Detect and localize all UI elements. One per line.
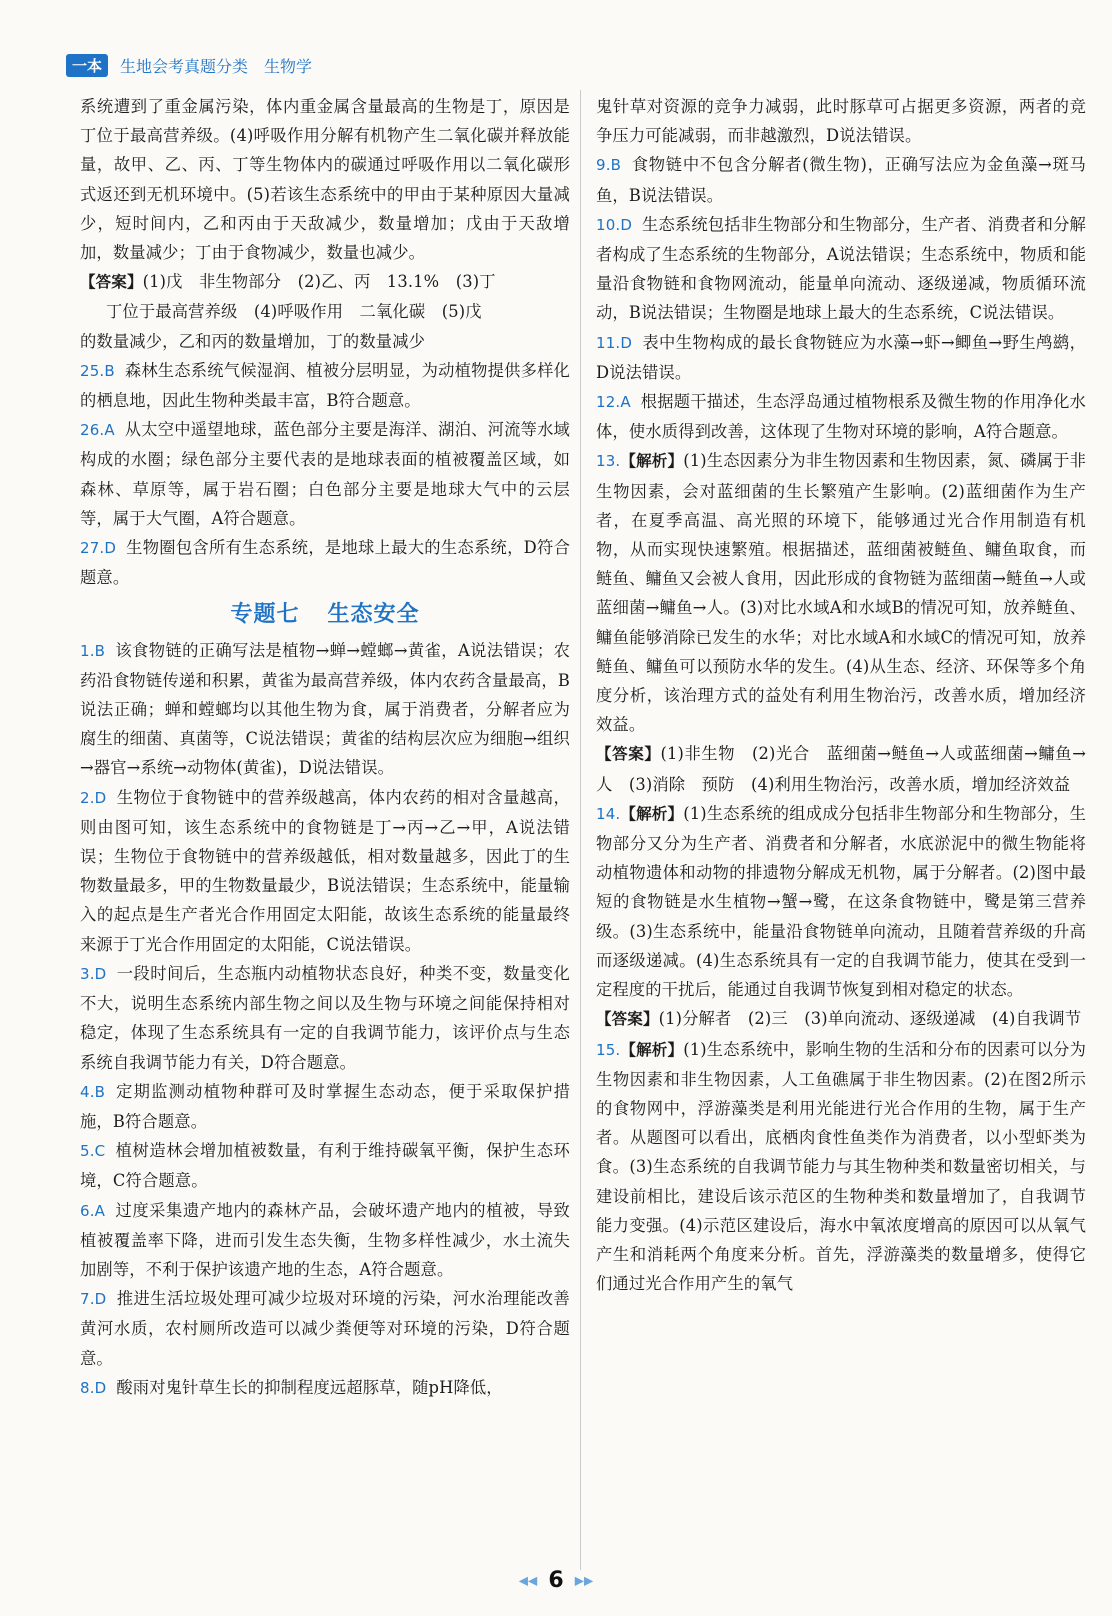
question-8-continued: 鬼针草对资源的竞争力减弱，此时豚草可占据更多资源，两者的竞争压力可能减弱，而非越激烈，D说法错误。 bbox=[596, 97, 1086, 146]
continued-explanation: 系统遭到了重金属污染，体内重金属含量最高的生物是丁，原因是丁位于最高营养级。(4)呼吸作用分解有机物产生二氧化碳并释放能量，故甲、乙、丙、丁等生物体内的碳通过呼吸作用以二氧化碳形式返还到无机环境中。(5)若该生态系统中的甲由于某种原因大量减少，短时间内，乙和丙由于天敌减少，数量增加；戊由于天敌增加，数量减少；丁由于食物减少，数量也减少。 bbox=[80, 97, 570, 263]
question-6: 6.A 过度采集遗产地内的森林产品，会破坏遗产地内的植被，导致植被覆盖率下降，进而引发生态失衡，生物多样性减少，水土流失加剧等，不利于保护该遗产地的生态，A符合题意。 bbox=[80, 1200, 570, 1279]
answer-block: 【答案】(1)戊 非生物部分 (2)乙、丙 13.1% (3)丁 bbox=[80, 272, 496, 292]
answer-line: 的数量减少，乙和丙的数量增加，丁的数量减少 bbox=[80, 331, 426, 351]
question-27: 27.D 生物圈包含所有生态系统，是地球上最大的生态系统，D符合题意。 bbox=[80, 538, 570, 588]
question-1: 1.B 该食物链的正确写法是植物→蝉→螳螂→黄雀，A说法错误；农药沿食物链传递和积累，黄雀为最高营养级，体内农药含量最高，B说法正确；蝉和螳螂均以其他生物为食，属于消费者，分解者应为腐生的细菌、真菌等，C说法错误；黄雀的结构层次应为细胞→组织→器官→系统→动物体(黄雀)，D说法错误。 bbox=[80, 640, 570, 778]
question-12: 12.A 根据题干描述，生态浮岛通过植物根系及微生物的作用净化水体，使水质得到改善，这体现了生物对环境的影响，A符合题意。 bbox=[596, 392, 1086, 442]
column-divider bbox=[580, 90, 581, 1570]
prev-page-icon: ◀◀ bbox=[518, 1573, 538, 1588]
subject-label: 生物学 bbox=[264, 56, 313, 76]
question-11: 11.D 表中生物构成的最长食物链应为水藻→虾→鲫鱼→野生鸬鹚，D说法错误。 bbox=[596, 332, 1086, 382]
question-4: 4.B 定期监测动植物种群可及时掌握生态动态，便于采取保护措施，B符合题意。 bbox=[80, 1081, 570, 1131]
right-column bbox=[596, 92, 1086, 1298]
question-10: 10.D 生态系统包括非生物部分和生物部分，生产者、消费者和分解者构成了生态系统的生物部分，A说法错误；生态系统中，物质和能量沿食物链和食物网流动，能量单向流动、逐级递减，物质循环流动，B说法错误；生物圈是地球上最大的生态系统，C说法错误。 bbox=[596, 214, 1086, 323]
left-column bbox=[80, 92, 570, 1403]
page-footer bbox=[0, 1568, 1112, 1593]
answer-line: 丁位于最高营养级 (4)呼吸作用 二氧化碳 (5)戊 bbox=[106, 302, 482, 322]
question-25: 25.B 森林生态系统气候湿润、植被分层明显，为动植物提供多样化的栖息地，因此生物种类最丰富，B符合题意。 bbox=[80, 360, 570, 411]
brand-logo: 一本 bbox=[66, 54, 108, 77]
question-13-answer: 【答案】(1)非生物 (2)光合 蓝细菌→鲢鱼→人或蓝细菌→鳙鱼→人 (3)消除 预防 (4)利用生物治污，改善水质，增加经济效益 bbox=[596, 744, 1087, 794]
page-number: 6 bbox=[548, 1568, 564, 1593]
question-5: 5.C 植树造林会增加植被数量，有利于维持碳氧平衡，保护生态环境，C符合题意。 bbox=[80, 1141, 570, 1191]
question-14-answer: 【答案】(1)分解者 (2)三 (3)单向流动、逐级递减 (4)自我调节 bbox=[596, 1009, 1082, 1029]
question-3: 3.D 一段时间后，生态瓶内动植物状态良好，种类不变，数量变化不大，说明生态系统内部生物之间以及生物与环境之间能保持相对稳定，体现了生态系统具有一定的自我调节能力，该评价点与生态系统自我调节能力有关，D符合题意。 bbox=[80, 963, 570, 1072]
question-15: 15.【解析】(1)生态系统中，影响生物的生活和分布的因素可以分为生物因素和非生物因素，人工鱼礁属于非生物因素。(2)在图2所示的食物网中，浮游藻类是利用光能进行光合作用的生物，属于生产者。从题图可以看出，底栖肉食性鱼类作为消费者，以小型虾类为食。(3)生态系统的自我调节能力与其生物种类和数量密切相关，与建设前相比，建设后该示范区的生物种类和数量增加了，自我调节能力变强。(4)示范区建设后，海水中氧浓度增高的原因可以从氧气产生和消耗两个角度来分析。首先，浮游藻类的数量增多，使得它们通过光合作用产生的氧气 bbox=[596, 1039, 1087, 1294]
page-header bbox=[66, 52, 312, 78]
question-26: 26.A 从太空中遥望地球，蓝色部分主要是海洋、湖泊、河流等水域构成的水圈；绿色部分主要代表的是地球表面的植被覆盖区域，如森林、草原等，属于岩石圈；白色部分主要是地球大气中的云层等，属于大气圈，A符合题意。 bbox=[80, 420, 570, 528]
question-14: 14.【解析】(1)生态系统的组成成分包括非生物部分和生物部分，生物部分又分为生产者、消费者和分解者，水底淤泥中的微生物能将动植物遗体和动物的排遗物分解成无机物，属于分解者。(2)图中最短的食物链是水生植物→蟹→鹭，在这条食物链中，鹭是第三营养级。(3)生态系统中，能量沿食物链单向流动，且随着营养级的升高而逐级递减。(4)生态系统具有一定的自我调节能力，使其在受到一定程度的干扰后，能通过自我调节恢复到相对稳定的状态。 bbox=[596, 803, 1087, 1000]
next-page-icon: ▶▶ bbox=[574, 1573, 594, 1588]
book-series-title: 生地会考真题分类 bbox=[120, 56, 249, 76]
question-8: 8.D 酸雨对鬼针草生长的抑制程度远超豚草，随pH降低， bbox=[80, 1377, 503, 1397]
question-9: 9.B 食物链中不包含分解者(微生物)，正确写法应为金鱼藻→斑马鱼，B说法错误。 bbox=[596, 155, 1086, 205]
question-2: 2.D 生物位于食物链中的营养级越高，体内农药的相对含量越高，则由图可知，该生态系统中的食物链是丁→丙→乙→甲，A说法错误；生物位于食物链中的营养级越低，相对数量越多，因此丁的生物数量最多，甲的生物数量最少，B说法错误；生态系统中，能量输入的起点是生产者光合作用固定太阳能，故该生态系统的能量最终来源于丁光合作用固定的太阳能，C说法错误。 bbox=[80, 787, 570, 954]
question-7: 7.D 推进生活垃圾处理可减少垃圾对环境的污染，河水治理能改善黄河水质，农村厕所改造可以减少粪便等对环境的污染，D符合题意。 bbox=[80, 1289, 570, 1368]
section-title: 专题七 生态安全 bbox=[230, 602, 420, 628]
answer-tag: 【答案】 bbox=[80, 273, 143, 292]
question-13: 13.【解析】(1)生态因素分为非生物因素和生物因素，氮、磷属于非生物因素，会对蓝细菌的生长繁殖产生影响。(2)蓝细菌作为生产者，在夏季高温、高光照的环境下，能够通过光合作用制造有机物，从而实现快速繁殖。根据描述，蓝细菌被鲢鱼、鳙鱼取食，而鲢鱼、鳙鱼又会被人食用，因此形成的食物链为蓝细菌→鲢鱼→人或蓝细菌→鳙鱼→人。(3)对比水域A和水域B的情况可知，放养鲢鱼、鳙鱼能够消除已发生的水华；对比水域A和水域C的情况可知，放养鲢鱼、鳙鱼可以预防水华的发生。(4)从生态、经济、环保等多个角度分析，该治理方式的益处有利用生物治污，改善水质，增加经济效益。 bbox=[596, 451, 1087, 735]
